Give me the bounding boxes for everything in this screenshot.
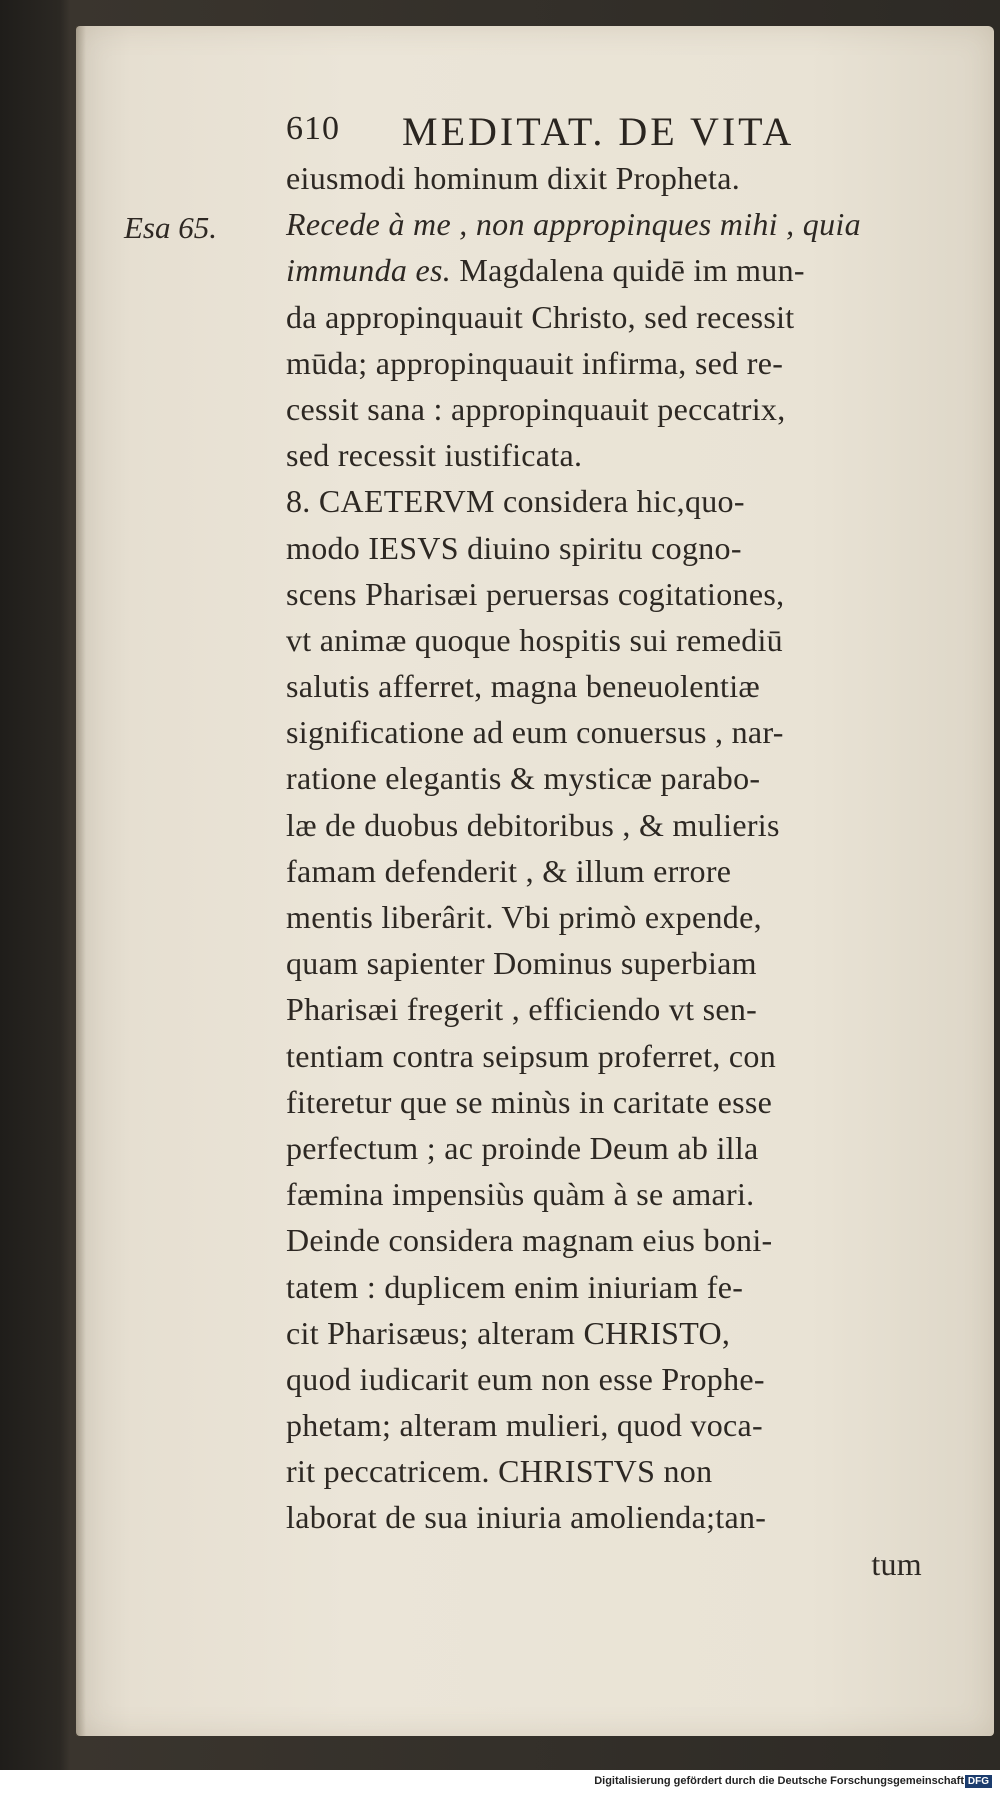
text-line: rit peccatricem. CHRISTVS non xyxy=(286,1453,713,1490)
text-line: phetam; alteram mulieri, quod voca- xyxy=(286,1407,763,1444)
text-line: mūda; appropinquauit infirma, sed re- xyxy=(286,344,784,381)
text-line: sed recessit iustificata. xyxy=(286,437,583,474)
text-line: tentiam contra seipsum proferret, con xyxy=(286,1037,777,1074)
text-line: læ de duobus debitoribus , & mulieris xyxy=(286,806,780,843)
page-header xyxy=(286,108,906,156)
text-line: cessit sana : appropinquauit peccatrix, xyxy=(286,390,786,427)
page-number: 610 xyxy=(286,110,340,147)
dfg-logo: DFG xyxy=(965,1775,992,1788)
text-line: Deinde considera magnam eius boni- xyxy=(286,1222,773,1259)
text-line: scens Pharisæi peruersas cogitationes, xyxy=(286,575,785,612)
text-line: fiteretur que se minùs in caritate esse xyxy=(286,1083,773,1120)
text-line: Pharisæi fregerit , efficiendo vt sen- xyxy=(286,991,758,1028)
text-span-italic: immunda es. xyxy=(286,252,452,289)
margin-note: Esa 65. xyxy=(124,210,217,245)
text-line xyxy=(286,247,946,293)
text-line: perfectum ; ac proinde Deum ab illa xyxy=(286,1129,759,1166)
text-line: modo IESVS diuino spiritu cogno- xyxy=(286,529,742,566)
text-line: vt animæ quoque hospitis sui remediū xyxy=(286,621,783,658)
page-gutter-shadow xyxy=(76,26,86,1736)
text-line: salutis afferret, magna beneuolentiæ xyxy=(286,668,761,705)
running-title: MEDITAT. DE VITA xyxy=(402,109,795,154)
footer-credit: Digitalisierung gefördert durch die Deutsche Forschungsgemeinschaft xyxy=(594,1775,964,1787)
text-line: tatem : duplicem enim iniuriam fe- xyxy=(286,1268,744,1305)
text-line: cit Pharisæus; alteram CHRISTO, xyxy=(286,1314,731,1351)
text-span: Magdalena quidē im mun- xyxy=(451,252,805,289)
text-line: eiusmodi hominum dixit Propheta. xyxy=(286,160,741,196)
text-line: quod iudicarit eum non esse Prophe- xyxy=(286,1360,765,1397)
text-line: fæmina impensiùs quàm à se amari. xyxy=(286,1176,755,1213)
text-line: 8. CAETERVM considera hic,quo- xyxy=(286,483,745,520)
text-line: laborat de sua iniuria amolienda;tan- xyxy=(286,1499,767,1536)
text-line: significatione ad eum conuersus , nar- xyxy=(286,714,784,751)
text-line: da appropinquauit Christo, sed recessit xyxy=(286,298,795,335)
catchword: tum xyxy=(871,1545,922,1582)
text-line: mentis liberârit. Vbi primò expende, xyxy=(286,899,762,935)
text-line: famam defenderit , & illum errore xyxy=(286,852,732,889)
text-line: Recede à me , non appropinques mihi , quia xyxy=(286,206,861,243)
text-line: quam sapienter Dominus superbiam xyxy=(286,945,757,982)
text-line: ratione elegantis & mysticæ parabo- xyxy=(286,760,761,797)
body-text xyxy=(286,155,946,1587)
